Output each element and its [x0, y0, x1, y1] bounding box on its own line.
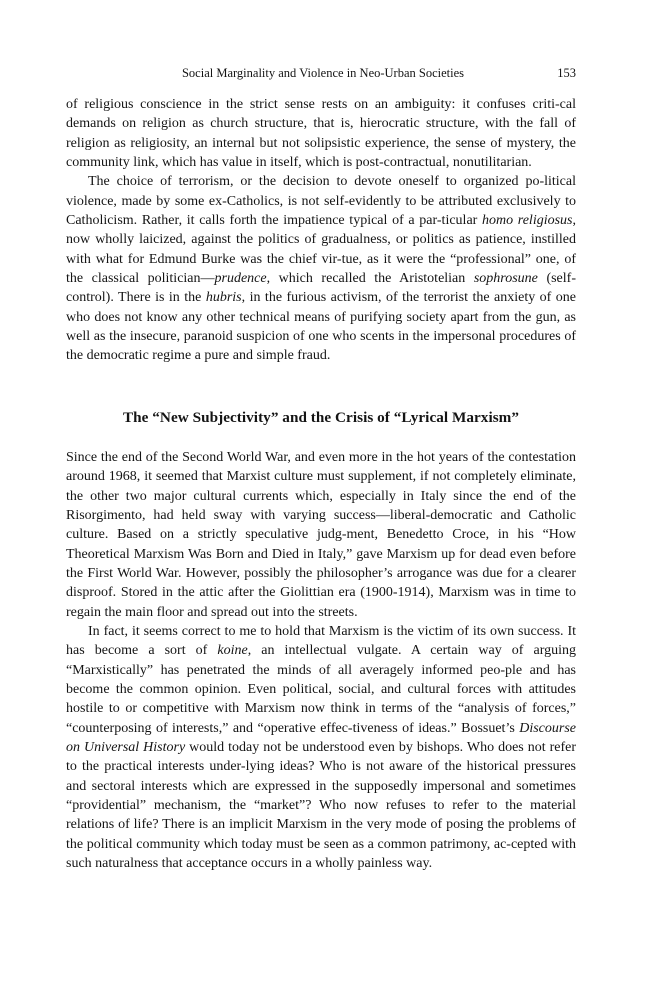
running-head-title: Social Marginality and Violence in Neo-Urban Societies [181, 66, 465, 80]
italic-term: Discourse on Universal History [66, 720, 576, 755]
paragraph [66, 95, 576, 172]
paragraph-text: , which recalled the Aristotelian [266, 271, 474, 287]
italic-term: koine [217, 643, 248, 659]
paragraph [66, 172, 576, 365]
paragraph [66, 448, 576, 622]
paragraph [66, 622, 576, 873]
paragraph-text: In fact, it seems correct to me to hold that Marxism is the victim of its own success. It has become a sort of [66, 623, 576, 659]
paragraph-text: , now wholly laicized, against the politics of gradualness, or politics as patience, instilled with what for Edmund Burke was the chief vir-tue, as it were the “professional” one, of the classical politician— [66, 213, 576, 287]
book-page [66, 62, 576, 873]
body-text [66, 95, 576, 873]
paragraph-text: , an intellectual vulgate. A certain way of arguing “Marxistically” has penetrated the minds of all averagely informed peo-ple and has become the common opinion. Even political, social, and cultural forces with attitudes hostile to or competitive with Marxism now think in terms of the “analysis of forces,” “counterposing of interests,” and “operative effec-tiveness of ideas.” Bossuet’s [66, 643, 576, 736]
paragraph-text: , in the furious activism, of the terrorist the anxiety of one who does not know any other technical means of purifying society apart from the gun, as well as the insecure, paranoid suspicion of one who scents in the impersonal procedures of the democratic regime a pure and simple fraud. [66, 290, 577, 364]
italic-term: hubris [205, 290, 242, 306]
paragraph-text: would today not be understood even by bishops. Who does not refer to the practical interests under-lying ideas? Who is not aware of the historical pressures and sectoral interests which are expressed in the supposedly impersonal and sometimes “providential” mechanism, the “market”? Who now refuses to refer to the material relations of life? There is an implicit Marxism in the very mode of posing the problems of the political community which today must be seen as a common patrimony, ac-cepted with such naturalness that acceptance occurs in a wholly painless way. [66, 739, 577, 872]
italic-term: homo religiosus [482, 213, 573, 229]
running-head [66, 62, 576, 84]
italic-term: prudence [214, 271, 267, 287]
paragraphs-bottom [66, 448, 576, 874]
paragraph-text: Since the end of the Second World War, and even more in the hot years of the contestation around 1968, it seemed that Marxist culture must supplement, if not completely eliminate, the other two major cultural currents which, especially in Italy since the end of the Risorgimento, had held sway with varying success—liberal-democratic and Catholic culture. Based on a strictly speculative judg-ment, Benedetto Croce, in his “How Theoretical Marxism Was Born and Died in Italy,” gave Marxism up for dead even before the First World War. However, possibly the philosopher’s arrogance was due for a clearer disproof. Stored in the attic after the Giolittian era (1900-1914), Marxism was in time to regain the main floor and spread out into the streets. [66, 449, 576, 620]
paragraph-text: (self-control). There is in the [66, 271, 576, 306]
paragraph-text: The choice of terrorism, or the decision to devote oneself to organized po-litical violence, made by some ex-Catholics, is not self-evidently to be attributed exclusively to Catholicism. Rather, it calls forth the impatience typical of a par-ticular [66, 174, 576, 229]
page-number: 153 [557, 66, 576, 80]
section-heading: The “New Subjectivity” and the Crisis of “Lyrical Marxism” [122, 408, 520, 426]
paragraph-text: of religious conscience in the strict sense rests on an ambiguity: it confuses criti-cal demands on religion as church structure, that is, hierocratic structure, with the fall of religion as religiosity, an internal but not solipsistic experience, the sense of mystery, the community link, which has value in itself, which is post-contractual, nonutilitarian. [66, 97, 576, 171]
paragraphs-top [66, 95, 576, 366]
italic-term: sophrosune [473, 271, 538, 287]
